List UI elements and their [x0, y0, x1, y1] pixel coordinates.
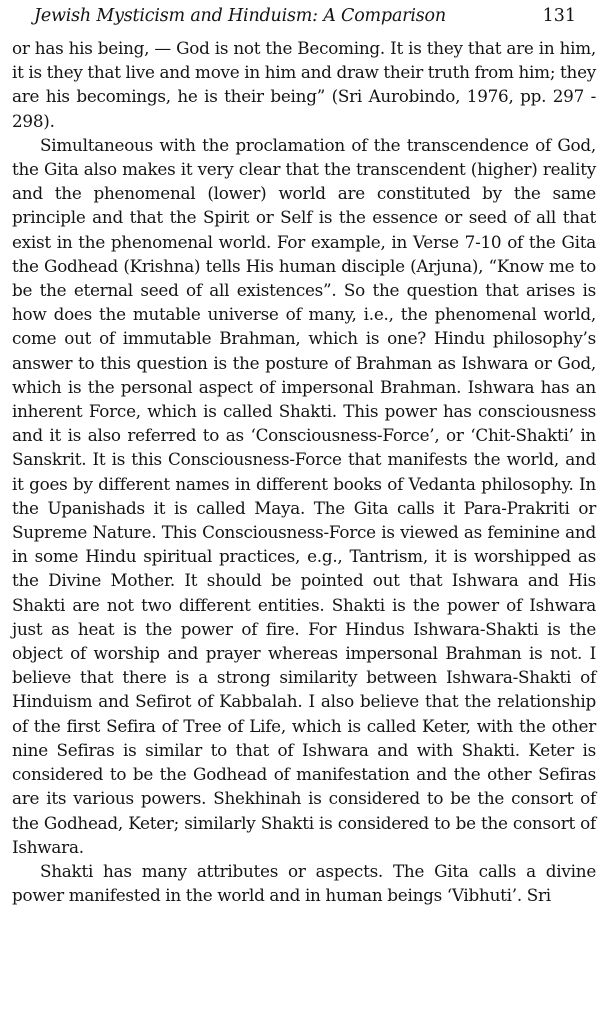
body-text [12, 36, 596, 907]
paragraph-gita-transcendence: Simultaneous with the proclamation of the transcendence of God, the Gita also makes it very clear that the transcendent (higher) reality and the phenomenal (lower) world are constituted by the same principle and that the Spirit or Self is the essence or seed of all that exist in the phenomenal world. For example, in Verse 7-10 of the Gita the Godhead (Krishna) tells His human disciple (Arjuna), “Know me to be the eternal seed of all existences”. So the question that arises is how does the mutable universe of many, i.e., the phenomenal world, come out of immutable Brahman, which is one? Hindu philosophy’s answer to this question is the posture of Brahman as Ishwara or God, which is the personal aspect of impersonal Brahman. Ishwara has an inherent Force, which is called Shakti. This power has consciousness and it is also referred to as ‘Consciousness-Force’, or ‘Chit-Shakti’ in Sanskrit. It is this Consciousness-Force that manifests the world, and it goes by different names in different books of Vedanta philosophy. In the Upanishads it is called Maya. The Gita calls it Para-Prakriti or Supreme Nature. This Consciousness-Force is viewed as feminine and in some Hindu spiritual practices, e.g., Tantrism, it is worshipped as the Divine Mother. It should be pointed out that Ishwara and His Shakti are not two different entities. Shakti is the power of Ishwara just as heat is the power of fire. For Hindus Ishwara-Shakti is the object of worship and prayer whereas impersonal Brahman is not. I believe that there is a strong similarity between Ishwara-Shakti of Hinduism and Sefirot of Kabbalah. I also believe that the relationship of the first Sefira of Tree of Life, which is called Keter, with the other nine Sefiras is similar to that of Ishwara and with Shakti. Keter is considered to be the Godhead of manifestation and the other Sefiras are its various powers. Shekhinah is considered to be the consort of the Godhead, Keter; similarly Shakti is considered to be the consort of Ishwara. [12, 134, 596, 857]
paragraph-shakti-attributes: Shakti has many attributes or aspects. The Gita calls a divine power manifested in the world and in human beings ‘Vibhuti’. Sri [12, 860, 596, 906]
running-head [34, 6, 576, 32]
paragraph-continuation: or has his being, — God is not the Becoming. It is they that are in him, it is they that live and move in him and draw their truth from him; they are his becomings, he is their being” (Sri Aurobindo, 1976, pp. 297 - 298). [12, 38, 596, 131]
running-title: Jewish Mysticism and Hinduism: A Comparison [34, 6, 446, 26]
page-number: 131 [542, 6, 576, 26]
